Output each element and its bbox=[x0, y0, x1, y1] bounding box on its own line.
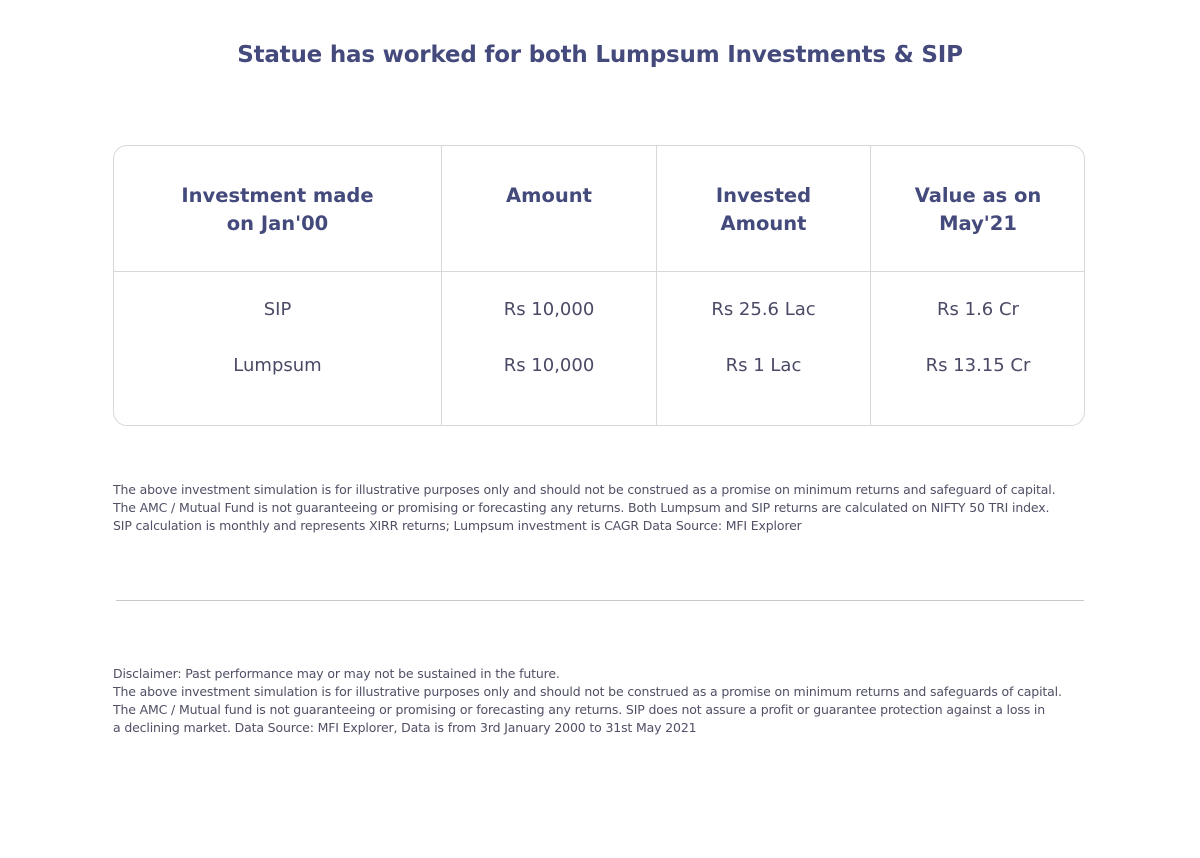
page-title: Statue has worked for both Lumpsum Investments & SIP bbox=[237, 42, 963, 68]
header-investment-made: Investment made on Jan'00 bbox=[181, 184, 374, 235]
cell-sip-invested: Rs 25.6 Lac bbox=[711, 299, 816, 320]
header-amount: Amount bbox=[506, 184, 592, 207]
cell-sip-value: Rs 1.6 Cr bbox=[937, 299, 1019, 320]
cell-sip-type: SIP bbox=[263, 299, 292, 320]
cell-lumpsum-type: Lumpsum bbox=[233, 355, 322, 376]
header-value: Value as on May'21 bbox=[914, 184, 1042, 235]
column-value bbox=[870, 146, 1085, 425]
column-amount bbox=[441, 146, 656, 425]
comparison-table bbox=[113, 145, 1085, 426]
cell-lumpsum-value: Rs 13.15 Cr bbox=[925, 355, 1031, 376]
section-divider bbox=[116, 600, 1084, 601]
header-invested-amount: Invested Amount bbox=[715, 184, 812, 235]
cell-sip-amount: Rs 10,000 bbox=[503, 299, 595, 320]
cell-lumpsum-amount: Rs 10,000 bbox=[503, 355, 595, 376]
simulation-note: The above investment simulation is for illustrative purposes only and should not be construed as a promise on minimum returns and safeguard of capital. The AMC / Mutual Fund is not guaranteeing or promising or forecasting any returns. Both Lumpsum and SIP returns are calculated on NIFTY 50 TRI index. SIP calculation is monthly and represents XIRR returns; Lumpsum investment is CAGR Data Source: MFI Explorer bbox=[113, 482, 1056, 533]
column-invested-amount bbox=[656, 146, 870, 425]
disclaimer: Disclaimer: Past performance may or may not be sustained in the future. The above investment simulation is for illustrative purposes only and should not be construed as a promise on minimum returns and safeguards of capital. The AMC / Mutual fund is not guaranteeing or promising or forecasting any returns. SIP does not assure a profit or guarantee protection against a loss in a declining market. Data Source: MFI Explorer, Data is from 3rd January 2000 to 31st May 2021 bbox=[113, 666, 1062, 735]
column-investment-type bbox=[114, 146, 441, 425]
header-divider bbox=[114, 271, 1084, 272]
cell-lumpsum-invested: Rs 1 Lac bbox=[725, 355, 802, 376]
